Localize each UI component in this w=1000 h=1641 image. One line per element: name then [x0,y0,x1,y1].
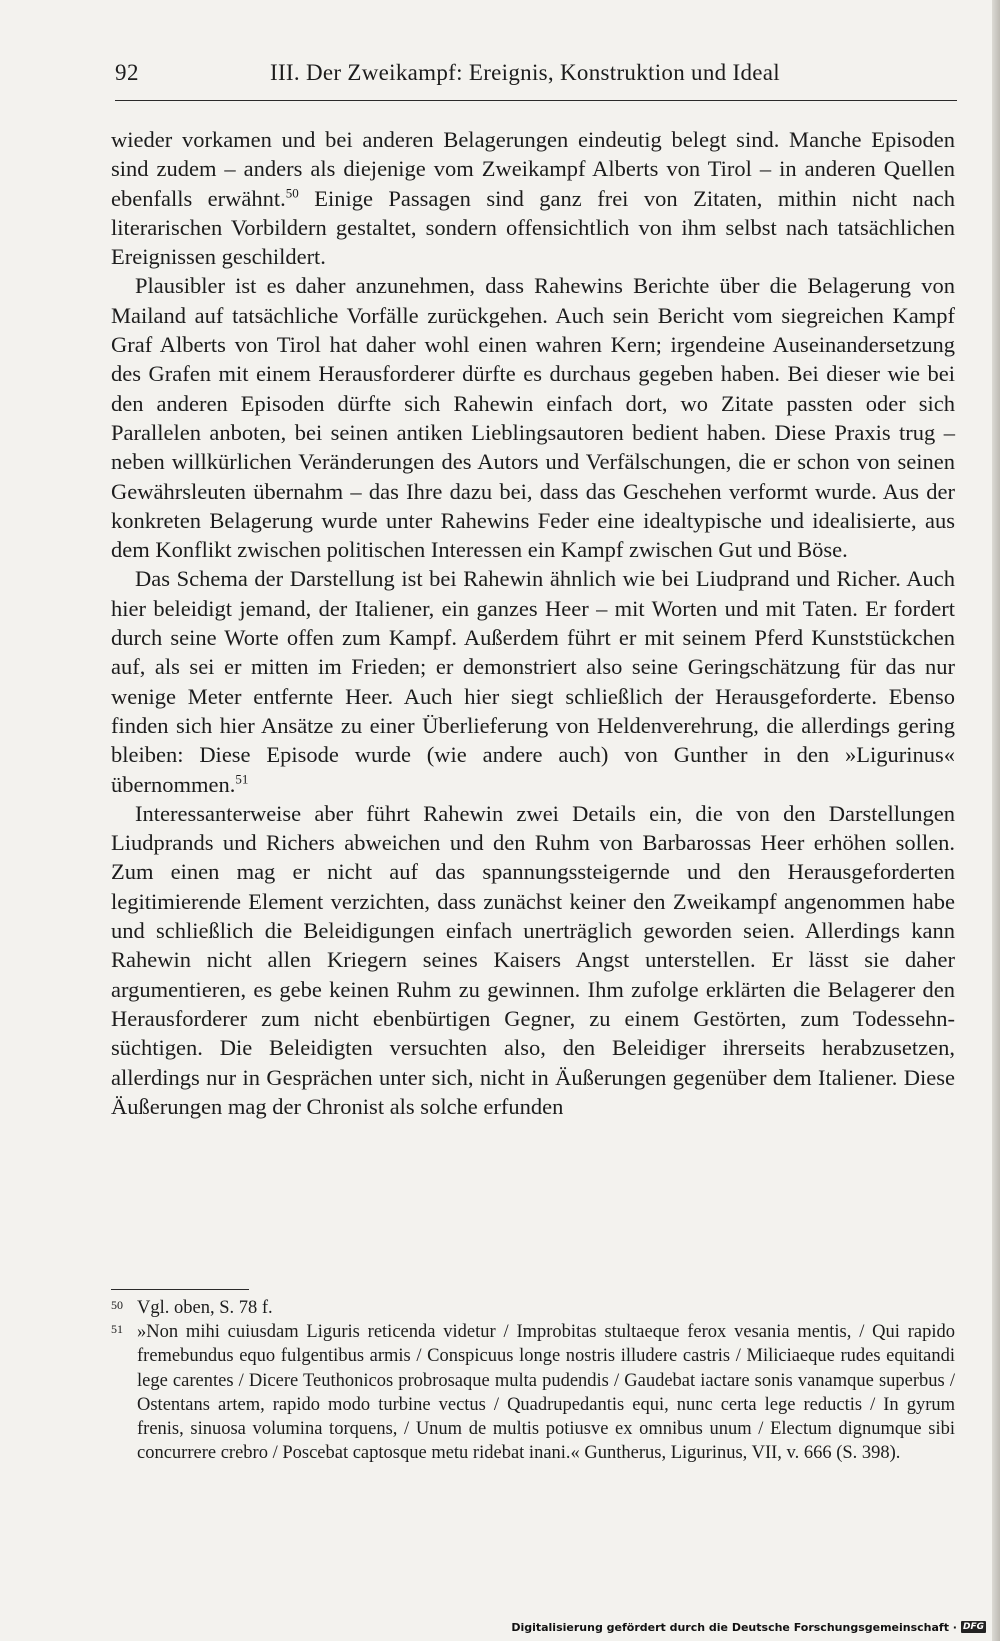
footnote-51 [111,1320,955,1465]
paragraph-4: Interessanterweise aber führt Rahewin zwei Details ein, die von den Darstellungen Liudprands und Richers abweichen und den Ruhm von Barbarossas Heer erhöhen sollen. Zum einen mag er nicht auf das spannungssteigernde und den Herausgeforderten legitimierende Element verzichten, dass zunächst keiner den Zweikampf angenommen habe und schließlich die Beleidigungen einfach unerträglich geworden seien. Allerdings kann Rahewin nicht allen Kriegern seines Kaisers Angst unterstellen. Er lässt sie daher argumentieren, es gebe keinen Ruhm zu gewinnen. Ihm zufolge erklärten die Belagerer den Herausforderer zum nicht ebenbürtigen Gegner, zu einem Gestörten, zum Todessehnsüchtigen. Die Beleidigten versuchten also, den Beleidiger ihrerseits herabzusetzen, allerdings nur in Gesprächen unter sich, nicht in Äußerungen gegenüber dem Italiener. Diese Äußerungen mag der Chronist als solche erfunden [111,800,955,1119]
paragraph-3 [111,564,955,798]
running-head: III. Der Zweikampf: Ereignis, Konstruktion und Ideal [270,60,780,85]
page-edge [992,0,1000,1641]
paragraph-1-text-b: Einige Passagen sind ganz frei von Zitaten, mithin nicht nach literarischen Vorbildern gestaltet, sondern offensichtlich von ihm selbst nach tatsächlichen Ereignissen geschildert. [111,185,955,270]
footnote-text: »Non mihi cuiusdam Liguris reticenda videtur / Improbitas stultaeque ferox vesania mentis, / Qui rapido fremebundus equo fulgentibus armis / Conspicuus longe nostris illudere castris / Miliciaeque rudes equitandi lege carentes / Dicere Teuthonicos probrosaque multa pudendis / Gaudebat iactare sonis vanamque superbus / Ostentans artem, rapido modo turbine vectus / Quadrupedantis equi, nunc certa lege reductis / In gyrum frenis, sinuosa volumina torquens, / Unum de multis potiusve ex omnibus unum / Electum dignumque sibi concurrere crebro / Poscebat captosque metu ridebat inani.« Guntherus, Ligurinus, VII, v. 666 (S. 398). [137,1322,955,1464]
digitization-credit [511,1619,986,1635]
footnotes [111,1296,955,1465]
dfg-logo-icon: DFG [962,1622,984,1632]
main-text [111,125,955,1121]
paragraph-2: Plausibler ist es daher anzunehmen, dass Rahewins Berichte über die Belagerung von Mailand auf tatsächliche Vorfälle zurückgehen. Auch sein Bericht vom siegreichen Kampf Graf Alberts von Tirol hat daher wohl einen wahren Kern; irgendeine Auseinandersetzung des Grafen mit einem Herausforderer dürfte es durchaus gegeben haben. Bei dieser wie bei den anderen Episoden dürfte sich Rahewin einfach dort, wo Zitate passten oder sich Parallelen anboten, bei seinen antiken Lieblingsautoren bedient haben. Diese Praxis trug – neben willkürlichen Veränderungen des Autors und Verfälschungen, die er schon von seinen Gewährsleuten übernahm – das Ihre dazu bei, dass das Geschehen verformt wurde. Aus der konkreten Belagerung wurde unter Rahewins Feder eine idealtypische und idealisierte, aus dem Konflikt zwischen politischen Interessen ein Kampf zwischen Gut und Böse. [111,273,955,563]
footnote-number: 50 [111,1298,123,1312]
page-number: 92 [115,60,139,85]
footnote-divider [111,1289,249,1290]
footnote-ref-50[interactable]: 50 [285,185,299,201]
footnote-50 [111,1296,955,1320]
credit-text: Digitalisierung gefördert durch die Deutsche Forschungsgemeinschaft · [511,1620,957,1634]
page-header [115,60,957,101]
paragraph-1-text-a: wieder vorkamen und bei anderen Belagerungen eindeutig belegt sind. Manche Episoden sind zudem – anders als diejenige vom Zweikampf Alberts von Tirol – in anderen Quellen ebenfalls erwähnt. [111,127,955,211]
footnote-ref-51[interactable]: 51 [235,771,249,787]
footnote-text: Vgl. oben, S. 78 f. [137,1298,273,1318]
footnote-number: 51 [111,1322,123,1337]
paragraph-3-text: Das Schema der Darstellung ist bei Rahewin ähnlich wie bei Liudprand und Richer. Auch hier beleidigt jemand, der Italiener, ein ganzes Heer – mit Worten und mit Taten. Er fordert durch seine Worte offen zum Kampf. Außerdem führt er mit seinem Pferd Kunststückchen auf, als sei er mitten im Frieden; er demonstriert also seine Geringschätzung für das nur wenige Meter entfernte Heer. Auch hier siegt schließlich der Herausgeforderte. Ebenso finden sich hier Ansätze zu einer Überlieferung von Heldenverehrung, die allerdings gering bleiben: Diese Episode wurde (wie andere auch) von Gunther in den »Ligurinus« übernommen. [111,566,955,797]
paragraph-1 [111,125,955,271]
